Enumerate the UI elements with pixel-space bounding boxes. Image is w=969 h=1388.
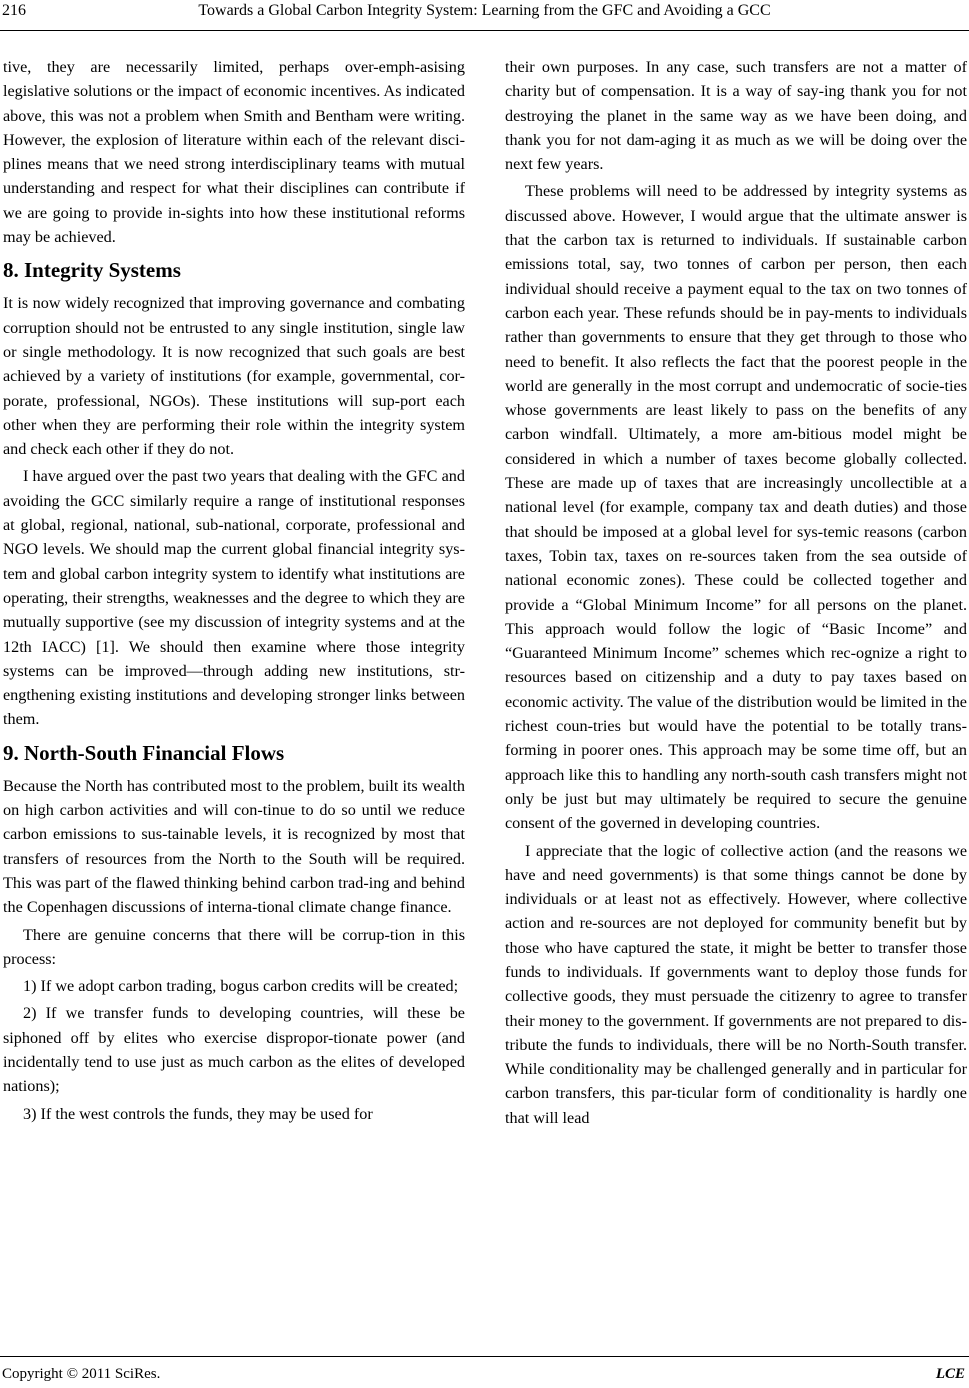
copyright-notice: Copyright © 2011 SciRes.: [2, 1366, 161, 1382]
page-footer: [0, 1356, 969, 1386]
paragraph: I have argued over the past two years that dealing with the GFC and avoiding the GCC similarly require a range of institutional responses at global, regional, national, sub-national, corporate, professional and NGO levels. We should map the current global financial integrity sys-tem and global carbon integrity system to identify what institutions are operating, their strengths, weaknesses and the degree to which they are mutually supportive (see my discussion of integrity systems and at the 12th IACC) [1]. We should then examine where those integrity systems can be improved—through adding new institutions, str-engthening existing institutions and developing stronger links between them.: [3, 467, 465, 729]
section-heading-north-south-flows: 9. North-South Financial Flows: [3, 740, 285, 765]
paragraph: I appreciate that the logic of collective action (and the reasons we have and need governments) is that some things cannot be done by individuals or at least not as effectively. However, where collective action and re-sources are not deployed for community benefit but by those who have captured the state, it might be better to transfer those funds to individuals. If governments want to deploy those funds for collective goods, they must persuade the citizenry to agree to transfer their money to the government. If governments are not prepared to dis-tribute the funds to individuals, there will be no North-South transfer. While conditionality may be challenged generally and in particular for carbon transfers, this par-ticular form of conditionality is hardly one that will lead: [505, 841, 967, 1127]
paragraph: There are genuine concerns that there will be corrup-tion in this process:: [3, 925, 465, 968]
paragraph: Because the North has contributed most to the problem, built its wealth on high carbon activities and will con-tinue to do so until we reduce carbon emissions to sus-tainable levels, it is recognized by most that transfers of resources from the North to the South will be required. This was part of the flawed thinking behind carbon trad-ing and behind the Copenhagen discussions of interna-tional climate change finance.: [3, 776, 465, 917]
running-title: Towards a Global Carbon Integrity System: Learning from the GFC and Avoiding a GCC: [198, 2, 771, 19]
page-number: 216: [2, 2, 26, 19]
page-header: [0, 0, 969, 31]
footer-divider: [0, 1356, 969, 1357]
right-column: [505, 55, 967, 1133]
paragraph: It is now widely recognized that improving governance and combating corruption should not be entrusted to any single institution, single law or single methodology. It is now recognized that such goals are best achieved by a variety of institutions (for example, governmental, cor-porate, professional, NGOs). These institutions will sup-port each other when they are performing their role within the integrity system and check each other if they do not.: [3, 294, 465, 459]
list-item: 2) If we transfer funds to developing countries, will these be siphoned off by elites who exercise dispropor-tionate power (and incidentally tend to use just as much carbon as the elites of developed nations);: [3, 1004, 465, 1096]
list-item: 3) If the west controls the funds, they may be used for: [23, 1104, 373, 1123]
list-item: 1) If we adopt carbon trading, bogus carbon credits will be created;: [23, 977, 459, 996]
journal-abbreviation: LCE: [935, 1366, 965, 1382]
left-column: [3, 55, 465, 1133]
section-heading-integrity-systems: 8. Integrity Systems: [3, 258, 181, 283]
paragraph: their own purposes. In any case, such transfers are not a matter of charity but of compensation. It is a way of say-ing thank you for not destroying the planet in the same way as we have been doing, and thank you for not dam-aging it as much as we will be doing over the next few years.: [505, 58, 967, 174]
paragraph: tive, they are necessarily limited, perhaps over-emph-asising legislative solutions or the impact of economic incentives. As indicated above, this was not a problem when Smith and Bentham were writing. However, the explosion of literature within each of the relevant disci-plines means that we need strong interdisciplinary teams with mutual understanding and respect for what their disciplines can contribute if we are going to provide in-sights into how these institutional reforms may be achieved.: [3, 58, 465, 247]
body-columns: [3, 55, 967, 1133]
paragraph: These problems will need to be addressed by integrity systems as discussed above. However, I would argue that the ultimate answer is that the carbon tax is returned to individuals. If sustainable carbon emissions total, say, two tonnes of carbon per person, then each individual should receive a payment equal to the tax on two tonnes of carbon each year. These refunds should be in pay-ments to individuals rather than governments to ensure that they get through to those who need to benefit. It also reflects the fact that the poorest people in the world are generally in the most corrupt and undemocratic of socie-ties whose governments are least likely to pass on the benefits of any carbon windfall. Ultimately, a more am-bitious model might be considered in which a number of taxes become globally collected. These are made up of taxes that are increasingly uncollectible at a national level (for example, company tax and death duties) and those that should be imposed at a global level for sys-temic reasons (carbon taxes, Tobin tax, taxes on re-sources taken from the sea outside of national economic zones). These could be collected together and provide a “Global Minimum Income” for all persons on the planet. This approach would follow the logic of “Basic Income” and “Guaranteed Minimum Income” schemes which rec-ognize a right to resources based on citizenship and a duty to pay taxes based on economic activity. The value of the distribution would be limited in the richest coun-tries but would have the potential to be totally trans-forming in poorer ones. This approach may be some time off, but an approach like this to handling any north-south cash transfers might not only be just but may ultimately be required to secure the genuine consent of the governed in developing countries.: [505, 182, 967, 833]
